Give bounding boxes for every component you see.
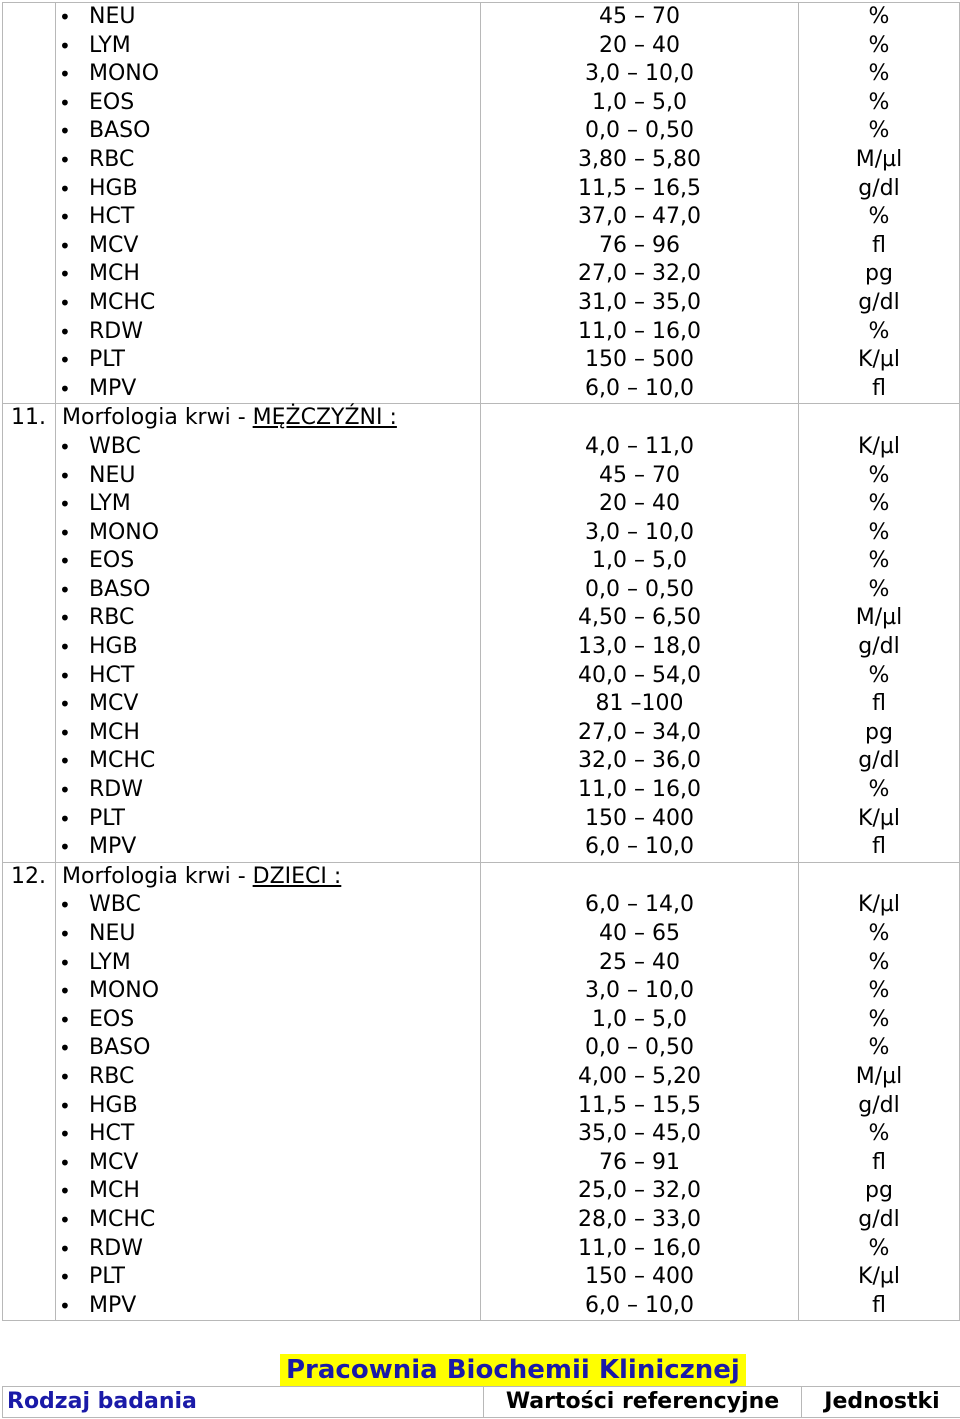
bullet-icon: •: [59, 319, 71, 344]
test-name: RDW: [89, 318, 143, 344]
list-item: [56, 690, 480, 719]
reference-range-cell: [481, 404, 799, 863]
unit-cell: [799, 3, 960, 404]
test-name: RBC: [89, 605, 135, 631]
test-name: HCT: [89, 662, 135, 688]
reference-range: 11,0 – 16,0: [578, 318, 701, 344]
section-number: 12.: [11, 863, 46, 889]
bullet-icon: •: [59, 577, 71, 602]
test-name: HCT: [89, 1121, 135, 1147]
reference-range: 76 – 96: [599, 232, 680, 258]
unit: %: [868, 204, 890, 230]
section-title: [56, 863, 480, 892]
unit: K/µl: [858, 347, 900, 373]
bullet-icon: •: [59, 5, 71, 29]
list-item: [56, 776, 480, 805]
bullet-icon: •: [59, 290, 71, 315]
unit: %: [868, 61, 890, 87]
list-item: [56, 1292, 480, 1321]
column-header-row: [3, 1387, 960, 1418]
list-item: [56, 833, 480, 862]
reference-range: 11,5 – 16,5: [578, 175, 701, 201]
reference-range: 0,0 – 0,50: [585, 576, 694, 602]
bullet-icon: •: [59, 979, 71, 1004]
bullet-icon: •: [59, 520, 71, 545]
section-number-cell: [3, 404, 56, 863]
test-name: MCV: [89, 232, 139, 258]
unit: g/dl: [858, 748, 900, 774]
reference-range: 32,0 – 36,0: [578, 748, 701, 774]
list-item: [56, 146, 480, 175]
reference-range: 4,00 – 5,20: [578, 1063, 701, 1089]
unit: %: [868, 491, 890, 517]
reference-range: 35,0 – 45,0: [578, 1121, 701, 1147]
list-item: [56, 260, 480, 289]
test-name: RDW: [89, 777, 143, 803]
bullet-icon: •: [59, 492, 71, 517]
lab-title: Pracownia Biochemii Klinicznej: [280, 1354, 746, 1386]
test-name: EOS: [89, 548, 135, 574]
unit-cell: [799, 862, 960, 1321]
unit: pg: [865, 719, 893, 745]
bullet-icon: •: [59, 606, 71, 631]
list-item: [56, 719, 480, 748]
bullet-icon: •: [59, 147, 71, 172]
test-name: RBC: [89, 146, 135, 172]
test-name: MCHC: [89, 748, 156, 774]
reference-range: 20 – 40: [599, 32, 680, 58]
test-name: NEU: [89, 462, 136, 488]
test-name: WBC: [89, 892, 141, 918]
section-title-prefix: Morfologia krwi -: [62, 863, 253, 889]
test-name: LYM: [89, 949, 131, 975]
bullet-icon: •: [59, 778, 71, 803]
test-name-cell: [56, 862, 481, 1321]
test-name: MPV: [89, 834, 137, 860]
test-name: PLT: [89, 805, 125, 831]
reference-range: 0,0 – 0,50: [585, 1035, 694, 1061]
bullet-icon: •: [59, 1207, 71, 1232]
unit: pg: [865, 261, 893, 287]
list-item: [56, 433, 480, 462]
unit: fl: [872, 375, 886, 401]
list-item: [56, 547, 480, 576]
column-header-table: [2, 1386, 960, 1418]
list-item: [56, 32, 480, 61]
list-item: [56, 346, 480, 375]
unit: %: [868, 1035, 890, 1061]
reference-range: 150 – 400: [585, 1264, 694, 1290]
unit: fl: [872, 1292, 886, 1318]
list-item: [56, 203, 480, 232]
reference-range: 0,0 – 0,50: [585, 118, 694, 144]
reference-range: 3,0 – 10,0: [585, 519, 694, 545]
bullet-icon: •: [59, 262, 71, 287]
list-item: [56, 175, 480, 204]
reference-range: 3,80 – 5,80: [578, 146, 701, 172]
list-item: [56, 289, 480, 318]
reference-range: 6,0 – 10,0: [585, 834, 694, 860]
test-name: MONO: [89, 519, 160, 545]
reference-range: 4,0 – 11,0: [585, 433, 694, 459]
spacer: [799, 404, 959, 433]
bullet-icon: •: [59, 663, 71, 688]
unit: fl: [872, 232, 886, 258]
unit: %: [868, 548, 890, 574]
test-name: NEU: [89, 4, 136, 29]
reference-range: 6,0 – 14,0: [585, 892, 694, 918]
list-item: [56, 977, 480, 1006]
unit: %: [868, 576, 890, 602]
test-name: NEU: [89, 921, 136, 946]
reference-table: [2, 2, 960, 1321]
test-name: MCV: [89, 691, 139, 717]
bullet-icon: •: [59, 376, 71, 401]
test-name-cell: [56, 3, 481, 404]
test-name: MCV: [89, 1149, 139, 1175]
unit: %: [868, 1235, 890, 1261]
section-number-cell: [3, 862, 56, 1321]
bullet-icon: •: [59, 950, 71, 975]
unit: %: [868, 949, 890, 975]
bullet-icon: •: [59, 176, 71, 201]
reference-range: 40,0 – 54,0: [578, 662, 701, 688]
reference-range: 1,0 – 5,0: [592, 89, 687, 115]
bullet-icon: •: [59, 348, 71, 373]
test-name: RDW: [89, 1235, 143, 1261]
test-name: HGB: [89, 1092, 138, 1118]
unit: %: [868, 921, 890, 946]
unit: %: [868, 32, 890, 58]
unit: %: [868, 4, 890, 29]
unit: g/dl: [858, 1206, 900, 1232]
unit: %: [868, 318, 890, 344]
list-item: [56, 1235, 480, 1264]
list-item: [56, 89, 480, 118]
list-item: [56, 232, 480, 261]
bullet-icon: •: [59, 692, 71, 717]
reference-range: 25 – 40: [599, 949, 680, 975]
list-item: [56, 1120, 480, 1149]
test-name: PLT: [89, 1264, 125, 1290]
list-item: [56, 1177, 480, 1206]
bullet-icon: •: [59, 1064, 71, 1089]
list-item: [56, 747, 480, 776]
reference-range: 150 – 500: [585, 347, 694, 373]
test-name: BASO: [89, 118, 151, 144]
reference-range-cell: [481, 862, 799, 1321]
unit: %: [868, 777, 890, 803]
bullet-icon: •: [59, 922, 71, 946]
test-name-cell: [56, 404, 481, 863]
unit: %: [868, 519, 890, 545]
reference-table-body: [3, 3, 960, 1321]
test-name: PLT: [89, 347, 125, 373]
reference-range: 11,5 – 15,5: [578, 1092, 701, 1118]
section-title: [56, 404, 480, 433]
unit: K/µl: [858, 1264, 900, 1290]
test-name: LYM: [89, 32, 131, 58]
test-name: MPV: [89, 1292, 137, 1318]
unit: fl: [872, 691, 886, 717]
bullet-icon: •: [59, 463, 71, 488]
column-header-reference: Wartości referencyjne: [484, 1387, 802, 1418]
list-item: [56, 1149, 480, 1178]
list-item: [56, 805, 480, 834]
spacer: [799, 863, 959, 892]
bullet-icon: •: [59, 33, 71, 58]
list-item: [56, 576, 480, 605]
section-row: [3, 3, 960, 404]
unit: K/µl: [858, 433, 900, 459]
test-name: MONO: [89, 978, 160, 1004]
reference-range: 81 –100: [595, 691, 684, 717]
bullet-icon: •: [59, 893, 71, 918]
reference-range-cell: [481, 3, 799, 404]
unit: pg: [865, 1178, 893, 1204]
section-row: [3, 862, 960, 1321]
test-name: MCHC: [89, 1206, 156, 1232]
section-title-group: MĘŻCZYŹNI :: [252, 405, 397, 431]
unit: M/µl: [855, 1063, 903, 1089]
test-name: EOS: [89, 89, 135, 115]
bullet-icon: •: [59, 749, 71, 774]
reference-range: 11,0 – 16,0: [578, 777, 701, 803]
reference-range: 11,0 – 16,0: [578, 1235, 701, 1261]
bullet-icon: •: [59, 1036, 71, 1061]
unit: %: [868, 1006, 890, 1032]
bullet-icon: •: [59, 205, 71, 230]
reference-range: 150 – 400: [585, 805, 694, 831]
unit: M/µl: [855, 605, 903, 631]
bullet-icon: •: [59, 1293, 71, 1318]
reference-range: 76 – 91: [599, 1149, 680, 1175]
reference-range: 6,0 – 10,0: [585, 375, 694, 401]
bullet-icon: •: [59, 635, 71, 660]
test-name: MCH: [89, 1178, 140, 1204]
bullet-icon: •: [59, 119, 71, 144]
reference-range: 27,0 – 32,0: [578, 261, 701, 287]
test-name: WBC: [89, 433, 141, 459]
list-item: [56, 117, 480, 146]
list-item: [56, 1092, 480, 1121]
test-name: HGB: [89, 634, 138, 660]
unit: g/dl: [858, 634, 900, 660]
bullet-icon: •: [59, 90, 71, 115]
list-item: [56, 1006, 480, 1035]
bullet-icon: •: [59, 1007, 71, 1032]
bullet-icon: •: [59, 1093, 71, 1118]
test-name: HCT: [89, 204, 135, 230]
unit-cell: [799, 404, 960, 863]
bullet-icon: •: [59, 1236, 71, 1261]
reference-range: 45 – 70: [599, 462, 680, 488]
list-item: [56, 949, 480, 978]
list-item: [56, 519, 480, 548]
test-name: MONO: [89, 61, 160, 87]
section-title-prefix: Morfologia krwi -: [62, 405, 253, 431]
reference-range: 27,0 – 34,0: [578, 719, 701, 745]
unit: %: [868, 1121, 890, 1147]
test-name: MCH: [89, 719, 140, 745]
unit: %: [868, 662, 890, 688]
reference-range: 6,0 – 10,0: [585, 1292, 694, 1318]
test-name: EOS: [89, 1006, 135, 1032]
reference-range: 3,0 – 10,0: [585, 978, 694, 1004]
bullet-icon: •: [59, 549, 71, 574]
reference-range: 25,0 – 32,0: [578, 1178, 701, 1204]
list-item: [56, 375, 480, 404]
list-item: [56, 462, 480, 491]
column-header-units: Jednostki: [802, 1387, 960, 1418]
reference-range: 40 – 65: [599, 921, 680, 946]
reference-range: 20 – 40: [599, 491, 680, 517]
reference-range: 13,0 – 18,0: [578, 634, 701, 660]
list-item: [56, 1034, 480, 1063]
reference-range: 4,50 – 6,50: [578, 605, 701, 631]
reference-range: 1,0 – 5,0: [592, 548, 687, 574]
spacer: [481, 404, 798, 433]
bullet-icon: •: [59, 1122, 71, 1147]
test-name: MPV: [89, 375, 137, 401]
reference-range: 3,0 – 10,0: [585, 61, 694, 87]
list-item: [56, 318, 480, 347]
section-number-cell: [3, 3, 56, 404]
list-item: [56, 3, 480, 32]
bullet-icon: •: [59, 1179, 71, 1204]
test-name: MCH: [89, 261, 140, 287]
list-item: [56, 490, 480, 519]
bullet-icon: •: [59, 62, 71, 87]
unit: K/µl: [858, 805, 900, 831]
unit: %: [868, 978, 890, 1004]
section-number: 11.: [11, 405, 46, 431]
list-item: [56, 633, 480, 662]
list-item: [56, 1263, 480, 1292]
reference-range: 28,0 – 33,0: [578, 1206, 701, 1232]
test-name: HGB: [89, 175, 138, 201]
list-item: [56, 604, 480, 633]
list-item: [56, 662, 480, 691]
test-name: LYM: [89, 491, 131, 517]
unit: g/dl: [858, 1092, 900, 1118]
unit: g/dl: [858, 175, 900, 201]
test-name: RBC: [89, 1063, 135, 1089]
bullet-icon: •: [59, 806, 71, 831]
unit: fl: [872, 1149, 886, 1175]
test-name: BASO: [89, 576, 151, 602]
bullet-icon: •: [59, 835, 71, 860]
bullet-icon: •: [59, 434, 71, 459]
unit: %: [868, 118, 890, 144]
unit: M/µl: [855, 146, 903, 172]
bullet-icon: •: [59, 1150, 71, 1175]
unit: fl: [872, 834, 886, 860]
unit: g/dl: [858, 289, 900, 315]
section-title-group: DZIECI :: [252, 863, 342, 889]
test-name: MCHC: [89, 289, 156, 315]
list-item: [56, 920, 480, 949]
list-item: [56, 60, 480, 89]
spacer: [481, 863, 798, 892]
unit: K/µl: [858, 892, 900, 918]
bullet-icon: •: [59, 720, 71, 745]
section-row: [3, 404, 960, 863]
unit: %: [868, 462, 890, 488]
reference-range: 37,0 – 47,0: [578, 204, 701, 230]
list-item: [56, 1206, 480, 1235]
unit: %: [868, 89, 890, 115]
bullet-icon: •: [59, 233, 71, 258]
column-header-test: Rodzaj badania: [3, 1387, 484, 1418]
list-item: [56, 1063, 480, 1092]
reference-range: 45 – 70: [599, 4, 680, 29]
list-item: [56, 891, 480, 920]
bullet-icon: •: [59, 1265, 71, 1290]
reference-range: 1,0 – 5,0: [592, 1006, 687, 1032]
test-name: BASO: [89, 1035, 151, 1061]
reference-range: 31,0 – 35,0: [578, 289, 701, 315]
